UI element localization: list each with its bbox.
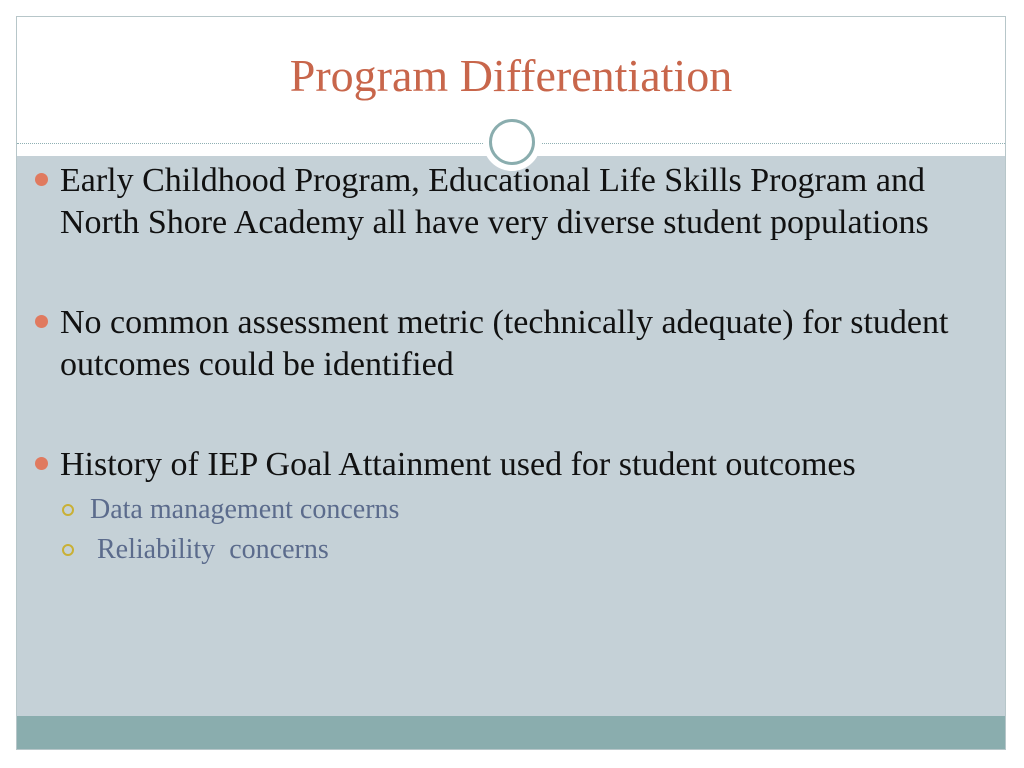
bullet-item	[32, 160, 962, 244]
sub-bullet-item	[60, 530, 962, 570]
sub-bullet-list	[60, 490, 962, 570]
bullet-text: No common assessment metric (technically adequate) for student outcomes could be identified	[60, 304, 949, 383]
slide-title: Program Differentiation	[289, 50, 733, 101]
sub-bullet-text: Reliability concerns	[90, 534, 329, 565]
bullet-text: Early Childhood Program, Educational Life Skills Program and North Shore Academy all have very diverse student populations	[60, 162, 929, 241]
filled-circle-bullet-icon	[35, 173, 48, 186]
bullet-item	[32, 302, 962, 386]
sub-bullet-item	[60, 490, 962, 530]
hollow-circle-bullet-icon	[62, 504, 74, 516]
bullet-list	[32, 160, 962, 570]
bullet-item	[32, 444, 962, 570]
sub-bullet-text: Data management concerns	[90, 494, 400, 525]
ornament-ring	[489, 119, 535, 165]
filled-circle-bullet-icon	[35, 457, 48, 470]
filled-circle-bullet-icon	[35, 315, 48, 328]
bullet-text: History of IEP Goal Attainment used for student outcomes	[60, 446, 856, 483]
footer-bar	[17, 716, 1005, 750]
hollow-circle-bullet-icon	[62, 544, 74, 556]
